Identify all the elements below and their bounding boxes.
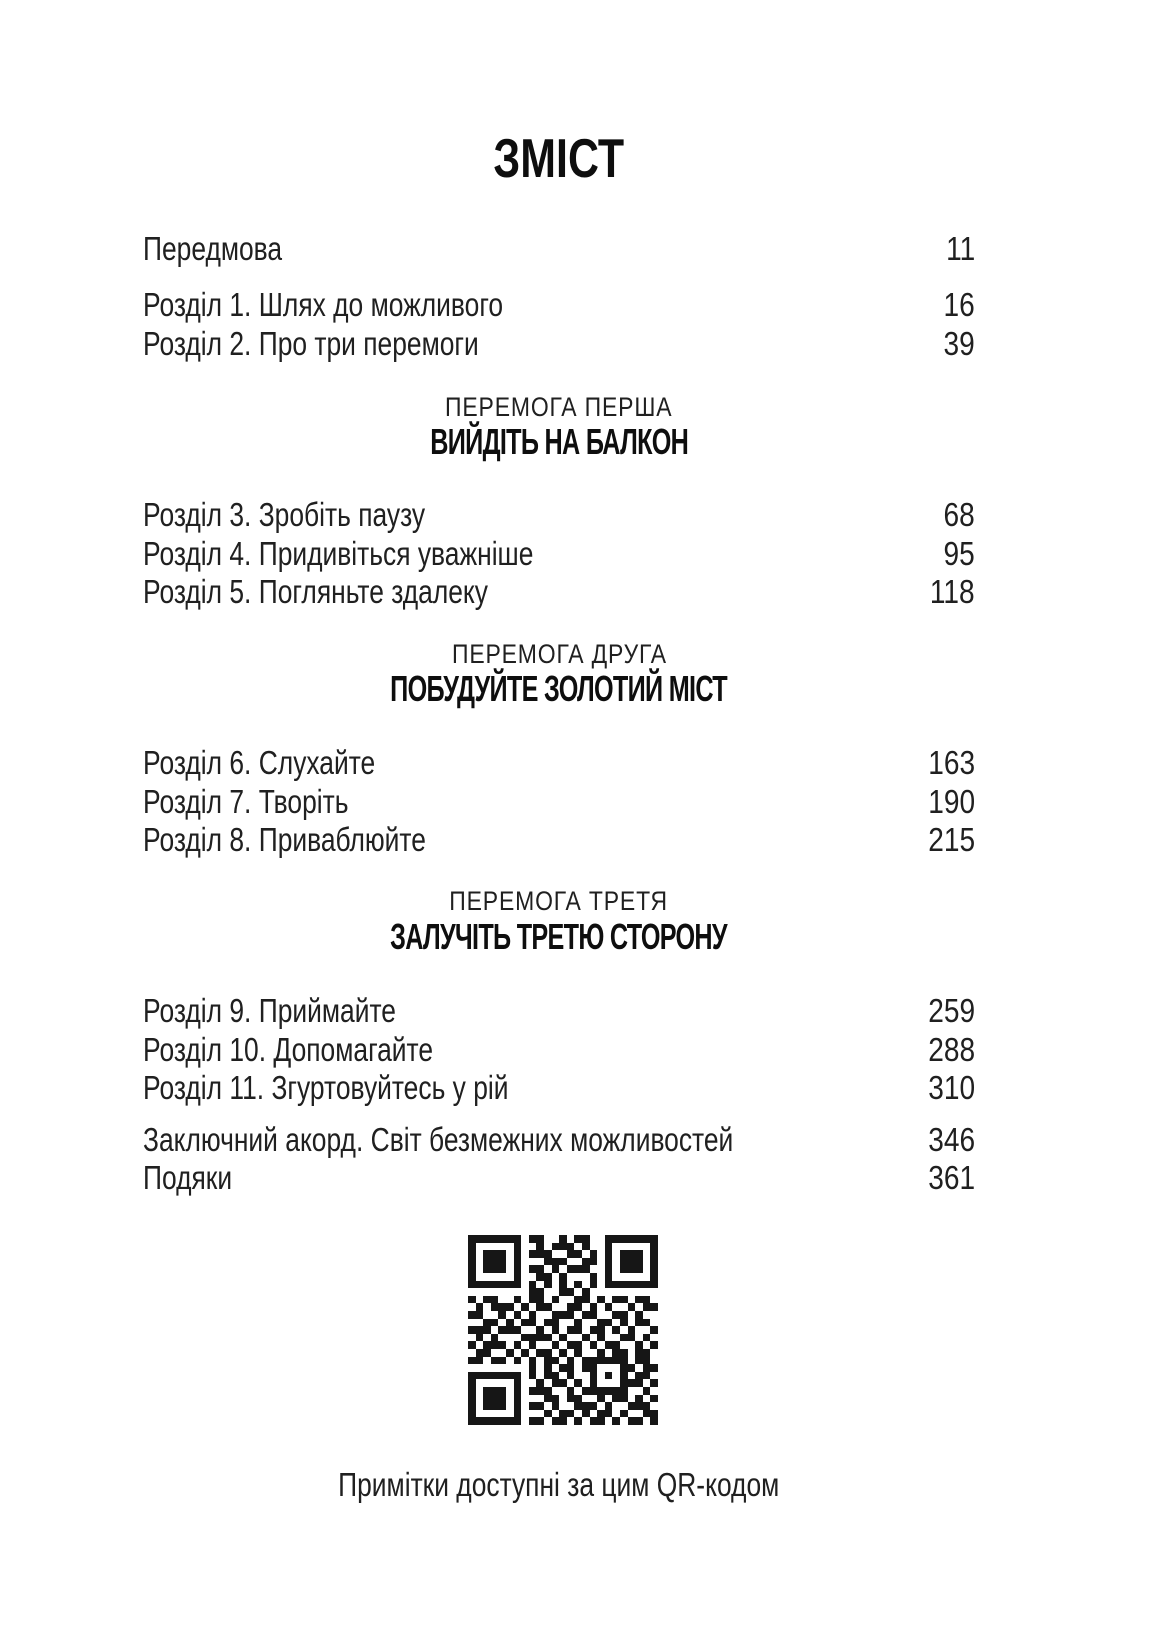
toc-entry-title: Заключний акорд. Світ безмежних можливостей: [143, 1121, 734, 1158]
section-label-text: ПЕРЕМОГА ДРУГА: [451, 639, 667, 669]
toc-entry-page: 163: [928, 744, 975, 781]
section-label: [143, 394, 975, 421]
toc-entry-title: Розділ 4. Придивіться уважніше: [143, 535, 534, 572]
section-label-text: ПЕРЕМОГА ТРЕТЯ: [449, 886, 669, 916]
toc-entry: [143, 1161, 975, 1194]
toc-entry-title: Розділ 9. Приймайте: [143, 992, 396, 1029]
section-label: [143, 641, 975, 668]
section-title: [143, 421, 975, 462]
toc-entry-page: 95: [943, 535, 975, 572]
toc-entry: [143, 537, 975, 570]
toc-entry-page: 288: [928, 1031, 975, 1068]
section-title: [143, 916, 975, 957]
toc-entry-title: Розділ 7. Творіть: [143, 783, 349, 820]
toc-entry-page: 16: [943, 286, 975, 323]
toc-entry: [143, 746, 975, 779]
section-label-text: ПЕРЕМОГА ПЕРША: [445, 392, 673, 422]
section-label: [143, 888, 975, 915]
toc-entry: [143, 232, 975, 265]
toc-entry-title: Передмова: [143, 230, 283, 267]
toc-entry-page: 215: [928, 821, 975, 858]
toc-entry-page: 346: [928, 1121, 975, 1158]
toc-entry: [143, 1071, 975, 1104]
toc-entry-page: 310: [928, 1069, 975, 1106]
toc-entry-title: Розділ 6. Слухайте: [143, 744, 376, 781]
qr-caption: [143, 1468, 975, 1501]
toc-entry-page: 68: [943, 496, 975, 533]
toc-entry: [143, 1123, 975, 1156]
toc-entry-title: Розділ 3. Зробіть паузу: [143, 496, 426, 533]
toc-entry-page: 39: [943, 325, 975, 362]
toc-entry-page: 118: [930, 573, 975, 610]
section-title: [143, 668, 975, 709]
section-title-text: ПОБУДУЙТЕ ЗОЛОТИЙ МІСТ: [390, 668, 728, 709]
toc-entry-title: Розділ 8. Приваблюйте: [143, 821, 426, 858]
toc-entry-page: 361: [928, 1159, 975, 1196]
section-title-text: ВИЙДІТЬ НА БАЛКОН: [430, 421, 688, 462]
toc-entry-title: Розділ 11. Згуртовуйтесь у рій: [143, 1069, 509, 1106]
toc-entry-page: 11: [945, 230, 975, 267]
toc-entry: [143, 575, 975, 608]
qr-caption-text: Примітки доступні за цим QR-кодом: [338, 1466, 780, 1503]
toc-entry-title: Подяки: [143, 1159, 233, 1196]
toc-entry: [143, 288, 975, 321]
toc-entry-page: 259: [928, 992, 975, 1029]
qr-code: [468, 1235, 658, 1425]
toc-entry: [143, 823, 975, 856]
toc-entry-title: Розділ 5. Погляньте здалеку: [143, 573, 488, 610]
toc-entry: [143, 785, 975, 818]
page-title: [143, 127, 975, 189]
toc-entry: [143, 498, 975, 531]
toc-entry-title: Розділ 2. Про три перемоги: [143, 325, 479, 362]
toc-entry: [143, 994, 975, 1027]
page-title-text: ЗМІСТ: [493, 127, 625, 189]
toc-entry-title: Розділ 10. Допомагайте: [143, 1031, 434, 1068]
section-title-text: ЗАЛУЧІТЬ ТРЕТЮ СТОРОНУ: [390, 916, 728, 957]
toc-entry-title: Розділ 1. Шлях до можливого: [143, 286, 504, 323]
toc-entry: [143, 327, 975, 360]
toc-entry: [143, 1033, 975, 1066]
toc-entry-page: 190: [928, 783, 975, 820]
